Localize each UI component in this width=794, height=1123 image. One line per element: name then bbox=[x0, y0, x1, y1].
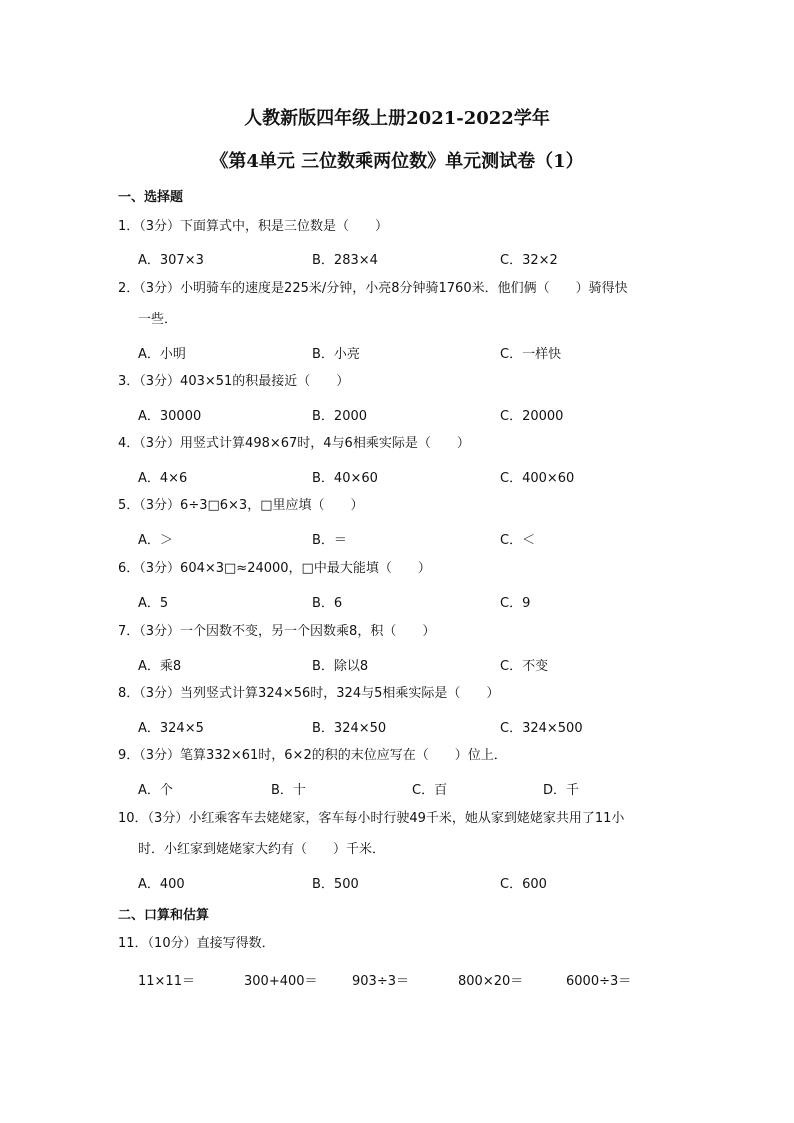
calc-item: 11×11＝ bbox=[138, 974, 195, 989]
q9-option-a: A．个 bbox=[138, 783, 173, 798]
question-1: 1．（3分）下面算式中，积是三位数是（ ） bbox=[118, 219, 389, 234]
q7-option-c: C．不变 bbox=[500, 659, 549, 674]
q4-option-a: A．4×6 bbox=[138, 471, 188, 486]
q2-option-b: B．小亮 bbox=[312, 347, 360, 362]
q8-option-b: B．324×50 bbox=[312, 721, 387, 736]
calc-item: 800×20＝ bbox=[458, 974, 524, 989]
q5-option-c: C．＜ bbox=[500, 533, 536, 548]
question-2-line1: 2．（3分）小明骑车的速度是225米/分钟，小亮8分钟骑1760米．他们俩（ ）骑得快 bbox=[118, 281, 628, 296]
q6-option-b: B．6 bbox=[312, 596, 343, 611]
q3-option-c: C．20000 bbox=[500, 409, 564, 424]
q10-option-a: A．400 bbox=[138, 877, 185, 892]
q10-option-b: B．500 bbox=[312, 877, 359, 892]
q7-option-b: B．除以8 bbox=[312, 659, 369, 674]
q8-option-a: A．324×5 bbox=[138, 721, 204, 736]
exam-title-line1: 人教新版四年级上册2021-2022学年 bbox=[244, 108, 550, 129]
exam-title-line2: 《第4单元 三位数乘两位数》单元测试卷（1） bbox=[210, 151, 584, 172]
question-3: 3．（3分）403×51的积最接近（ ） bbox=[118, 374, 350, 389]
q5-option-a: A．＞ bbox=[138, 533, 173, 548]
q1-option-c: C．32×2 bbox=[500, 253, 558, 268]
section-heading-mental-math: 二、口算和估算 bbox=[118, 908, 210, 923]
question-7: 7．（3分）一个因数不变，另一个因数乘8，积（ ） bbox=[118, 624, 436, 639]
q6-option-a: A．5 bbox=[138, 596, 169, 611]
q5-option-b: B．＝ bbox=[312, 533, 347, 548]
q4-option-c: C．400×60 bbox=[500, 471, 575, 486]
section-heading-choice: 一、选择题 bbox=[118, 190, 184, 205]
q9-option-b: B．十 bbox=[271, 783, 306, 798]
q8-option-c: C．324×500 bbox=[500, 721, 583, 736]
question-10-line1: 10．（3分）小红乘客车去姥姥家，客车每小时行驶49千米，她从家到姥姥家共用了11小 bbox=[118, 811, 625, 826]
question-8: 8．（3分）当列竖式计算324×56时，324与5相乘实际是（ ） bbox=[118, 686, 500, 701]
q3-option-a: A．30000 bbox=[138, 409, 202, 424]
q4-option-b: B．40×60 bbox=[312, 471, 378, 486]
question-4: 4．（3分）用竖式计算498×67时，4与6相乘实际是（ ） bbox=[118, 436, 470, 451]
question-10-line2: 时．小红家到姥姥家大约有（ ）千米． bbox=[138, 842, 386, 857]
calc-item: 300+400＝ bbox=[244, 974, 318, 989]
q3-option-b: B．2000 bbox=[312, 409, 368, 424]
q7-option-a: A．乘8 bbox=[138, 659, 182, 674]
calc-item: 6000÷3＝ bbox=[566, 974, 632, 989]
q1-option-b: B．283×4 bbox=[312, 253, 378, 268]
question-6: 6．（3分）604×3□≈24000，□中最大能填（ ） bbox=[118, 561, 431, 576]
question-2-line2: 一些． bbox=[138, 312, 178, 327]
q9-option-c: C．百 bbox=[412, 783, 448, 798]
q1-option-a: A．307×3 bbox=[138, 253, 204, 268]
q10-option-c: C．600 bbox=[500, 877, 547, 892]
calc-item: 903÷3＝ bbox=[352, 974, 409, 989]
q2-option-c: C．一样快 bbox=[500, 347, 562, 362]
question-9: 9．（3分）笔算332×61时，6×2的积的末位应写在（ ）位上． bbox=[118, 748, 507, 763]
q6-option-c: C．9 bbox=[500, 596, 531, 611]
question-5: 5．（3分）6÷3□6×3，□里应填（ ） bbox=[118, 498, 364, 513]
q2-option-a: A．小明 bbox=[138, 347, 186, 362]
q9-option-d: D．千 bbox=[543, 783, 580, 798]
question-11: 11．（10分）直接写得数． bbox=[118, 936, 275, 951]
